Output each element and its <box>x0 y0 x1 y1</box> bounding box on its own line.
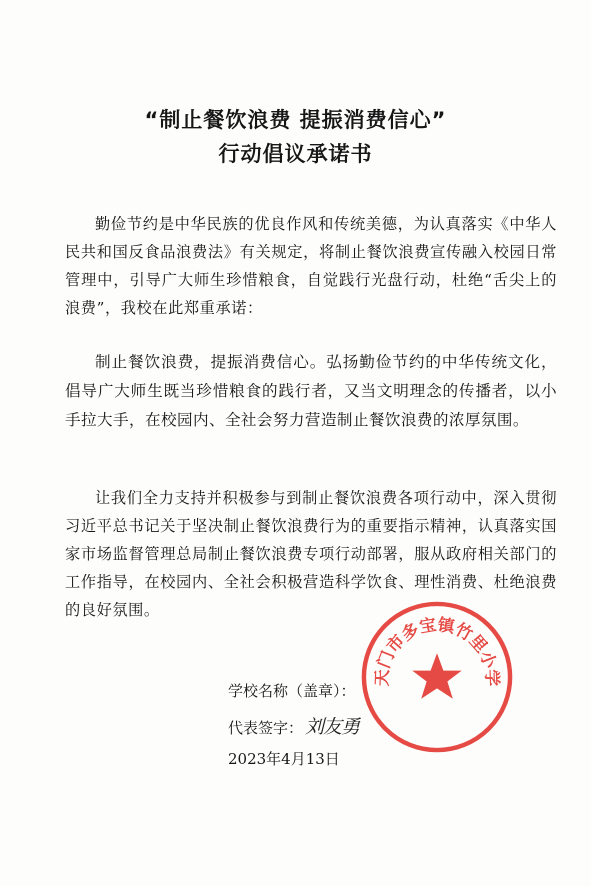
seal-star-icon <box>412 653 461 698</box>
representative-line <box>228 712 359 739</box>
school-name-label: 学校名称（盖章）： <box>228 682 356 700</box>
signing-date: 2023年4月13日 <box>228 750 340 768</box>
document-title-line-1: “制止餐饮浪费 提振消费信心” <box>144 108 447 132</box>
body-paragraph-1: 勤俭节约是中华民族的优良作风和传统美德，为认真落实《中华人民共和国反食品浪费法》有关规定，将制止餐饮浪费宣传融入校园日常管理中，引导广大师生珍惜粮食，自觉践行光盘行动，杜绝“舌尖上的浪费”，我校在此郑重承诺： <box>65 215 557 317</box>
official-seal-stamp <box>358 598 516 756</box>
body-paragraph-3: 让我们全力支持并积极参与到制止餐饮浪费各项行动中，深入贯彻习近平总书记关于坚决制止餐饮浪费行为的重要指示精神，认真落实国家市场监督管理总局制止餐饮浪费专项行动部署，服从政府相关部门的工作指导，在校园内、全社会积极营造科学饮食、理性消费、杜绝浪费的良好氛围。 <box>65 489 557 619</box>
school-name-line <box>228 680 356 701</box>
body-paragraph-2: 制止餐饮浪费，提振消费信心。弘扬勤俭节约的中华传统文化，倡导广大师生既当珍惜粮食的践行者，又当文明理念的传播者，以小手拉大手，在校园内、全社会努力营造制止餐饮浪费的浓厚氛围。 <box>65 353 557 429</box>
document-title-line-2: 行动倡议承诺书 <box>218 142 373 166</box>
representative-label: 代表签字： <box>228 719 304 737</box>
date-line <box>228 748 340 769</box>
representative-signature: 刘友勇 <box>305 716 360 738</box>
seal-text: 天门市多宝镇竹里小学 <box>371 614 503 687</box>
